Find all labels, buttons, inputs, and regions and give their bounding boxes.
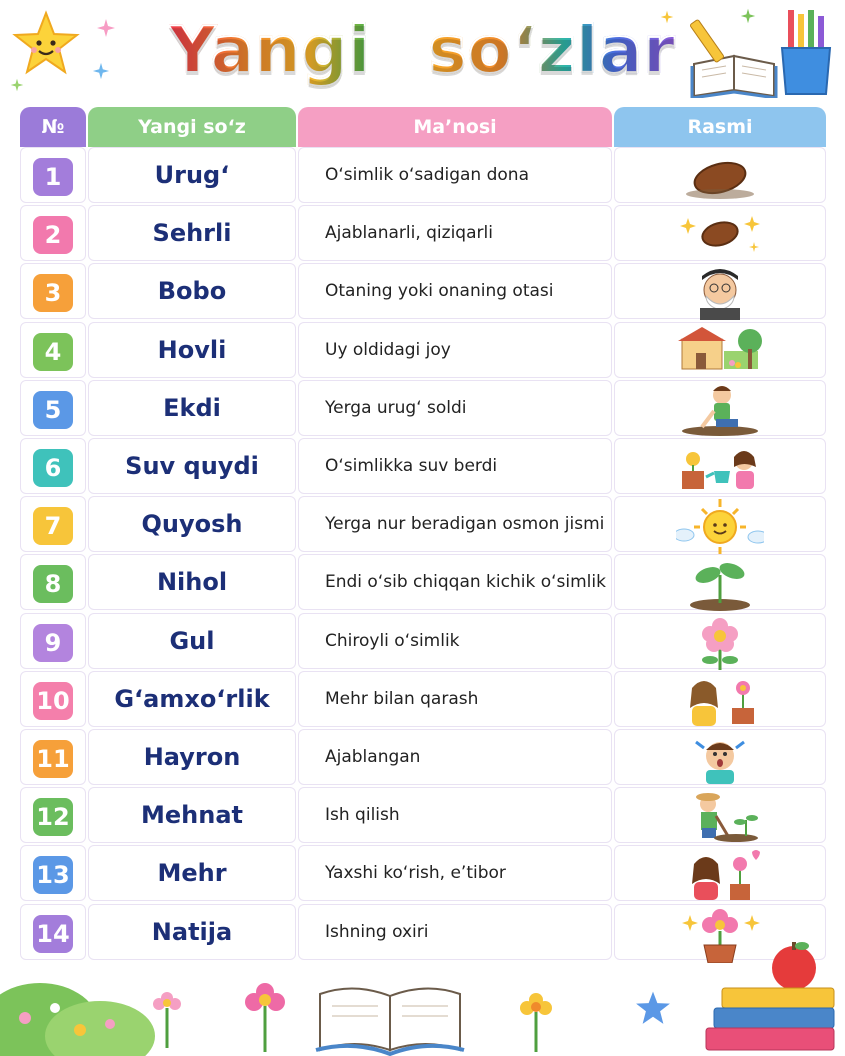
meaning-cell: Mehr bilan qarash <box>298 671 612 727</box>
number-cell <box>20 380 86 436</box>
surprised-boy-icon <box>676 732 764 788</box>
magic-seed-icon <box>676 208 764 264</box>
flower-icon <box>150 988 184 1048</box>
row-number-badge: 6 <box>33 449 73 487</box>
row-number-badge: 1 <box>33 158 73 196</box>
row-number-badge: 13 <box>33 856 73 894</box>
caring-girl-icon <box>676 674 764 730</box>
table-row <box>20 729 826 785</box>
meaning-cell: O‘simlik o‘sadigan dona <box>298 147 612 203</box>
title-word-2: so‘zlar <box>428 14 676 88</box>
number-cell <box>20 729 86 785</box>
number-cell <box>20 322 86 378</box>
picture-cell <box>614 147 826 203</box>
seed-icon <box>676 150 764 206</box>
picture-cell <box>614 263 826 319</box>
picture-cell <box>614 671 826 727</box>
row-number-badge: 12 <box>33 798 73 836</box>
planting-boy-icon <box>676 383 764 439</box>
meaning-cell: Ajablangan <box>298 729 612 785</box>
number-cell <box>20 613 86 669</box>
table-row <box>20 263 826 319</box>
picture-cell <box>614 613 826 669</box>
yard-icon <box>676 325 764 381</box>
word-cell: Nihol <box>88 554 296 610</box>
picture-cell <box>614 787 826 843</box>
row-number-badge: 5 <box>33 391 73 429</box>
number-cell <box>20 147 86 203</box>
word-cell: Hayron <box>88 729 296 785</box>
books-apple-icon <box>704 940 840 1056</box>
page-title <box>0 8 845 94</box>
meaning-cell: Otaning yoki onaning otasi <box>298 263 612 319</box>
row-number-badge: 7 <box>33 507 73 545</box>
picture-cell <box>614 729 826 785</box>
number-cell <box>20 787 86 843</box>
number-cell <box>20 671 86 727</box>
hugging-flower-girl-icon <box>676 848 764 904</box>
header-meaning: Ma’nosi <box>298 107 612 147</box>
meaning-cell: Yaxshi ko‘rish, e’tibor <box>298 845 612 901</box>
table-row <box>20 787 826 843</box>
flower-icon <box>242 980 288 1052</box>
table-row <box>20 147 826 203</box>
picture-cell <box>614 438 826 494</box>
table-row <box>20 554 826 610</box>
word-cell: Suv quydi <box>88 438 296 494</box>
row-number-badge: 4 <box>33 333 73 371</box>
number-cell <box>20 496 86 552</box>
row-number-badge: 14 <box>33 915 73 953</box>
row-number-badge: 9 <box>33 624 73 662</box>
picture-cell <box>614 205 826 261</box>
word-cell: Natija <box>88 904 296 960</box>
number-cell <box>20 904 86 960</box>
row-number-badge: 10 <box>33 682 73 720</box>
word-cell: Sehrli <box>88 205 296 261</box>
meaning-cell: Ajablanarli, qiziqarli <box>298 205 612 261</box>
row-number-badge: 11 <box>33 740 73 778</box>
table-row <box>20 438 826 494</box>
grass-bush-icon <box>0 958 170 1056</box>
picture-cell <box>614 554 826 610</box>
picture-cell <box>614 845 826 901</box>
table-row <box>20 380 826 436</box>
meaning-cell: O‘simlikka suv berdi <box>298 438 612 494</box>
meaning-cell: Uy oldidagi joy <box>298 322 612 378</box>
table-row <box>20 496 826 552</box>
header-word: Yangi so‘z <box>88 107 296 147</box>
meaning-cell: Ishning oxiri <box>298 904 612 960</box>
meaning-cell: Yerga nur beradigan osmon jismi <box>298 496 612 552</box>
meaning-cell: Chiroyli o‘simlik <box>298 613 612 669</box>
table-row <box>20 205 826 261</box>
header-number: № <box>20 107 86 147</box>
meaning-cell: Ish qilish <box>298 787 612 843</box>
flower-icon <box>516 990 556 1052</box>
word-cell: Gul <box>88 613 296 669</box>
number-cell <box>20 845 86 901</box>
meaning-cell: Yerga urug‘ soldi <box>298 380 612 436</box>
flower-icon <box>676 616 764 672</box>
word-cell: Bobo <box>88 263 296 319</box>
working-boy-icon <box>676 790 764 846</box>
number-cell <box>20 263 86 319</box>
meaning-cell: Endi o‘sib chiqqan kichik o‘simlik <box>298 554 612 610</box>
word-cell: G‘amxo‘rlik <box>88 671 296 727</box>
number-cell <box>20 205 86 261</box>
number-cell <box>20 438 86 494</box>
word-cell: Quyosh <box>88 496 296 552</box>
watering-girl-icon <box>676 441 764 497</box>
table-row <box>20 613 826 669</box>
sprout-icon <box>676 557 764 613</box>
word-cell: Mehr <box>88 845 296 901</box>
word-cell: Mehnat <box>88 787 296 843</box>
word-cell: Hovli <box>88 322 296 378</box>
number-cell <box>20 554 86 610</box>
grandfather-icon <box>676 266 764 322</box>
picture-cell <box>614 380 826 436</box>
open-book-icon <box>312 980 468 1056</box>
header-picture: Rasmi <box>614 107 826 147</box>
row-number-badge: 3 <box>33 274 73 312</box>
table-row <box>20 845 826 901</box>
picture-cell <box>614 322 826 378</box>
word-cell: Ekdi <box>88 380 296 436</box>
table-row <box>20 322 826 378</box>
title-word-1: Yangi <box>169 14 372 88</box>
row-number-badge: 8 <box>33 565 73 603</box>
sun-icon <box>676 499 764 555</box>
word-cell: Urug‘ <box>88 147 296 203</box>
table-row <box>20 671 826 727</box>
row-number-badge: 2 <box>33 216 73 254</box>
star-icon <box>634 990 672 1026</box>
picture-cell <box>614 496 826 552</box>
